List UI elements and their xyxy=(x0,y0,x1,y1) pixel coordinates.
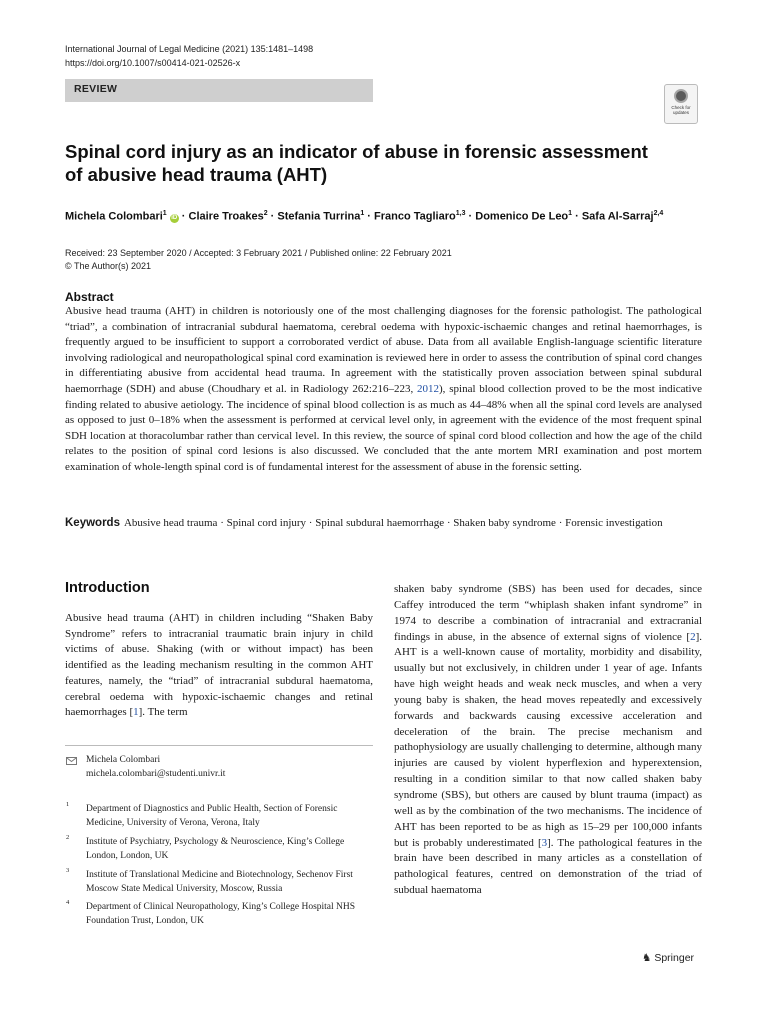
author-name[interactable]: Safa Al-Sarraj xyxy=(581,210,654,223)
doi-link[interactable]: https://doi.org/10.1007/s00414-021-02526-x xyxy=(65,58,241,68)
abstract-part: Abusive head trauma (AHT) in children is notoriously one of the most challenging diagnoses for the forensic pathologist. The pathological “triad”, a combination of intracranial subdural haematoma, cerebral oedema with hypoxic-ischaemic changes and retinal haemorrhages, is frequently argued to be insufficient to support a corroborated verdict of abuse. Data from all available English-language scientific literature involving radiological and neuropathological spinal cord examination is reviewed here in order to assess the contribution of spinal cord changes in differentiating abusive from accidental head trauma. In agreement with the statistically proven association between spinal subdural haemorrhage (SDH) and abuse (Choudhary et al. in Radiology 262:216–223, xyxy=(65,305,702,395)
abstract-part: ), spinal blood collection proved to be the most indicative finding related to abusive aetiology. The incidence of spinal blood collection is as much as 44–48% when all the spinal cord levels are analysed as opposed to just 0–18% when the assessment is performed at cervical level only, in agreement with the evidence of the most frequent spinal SDH location at thoracolumbar rather than cervical level. In this review, the source of spinal cord blood collection and how the age of the child relates to the position of spinal cord lesions is also discussed. We concluded that the ante mortem MRI examination and post mortem examination of whole-length spinal cord is of fundamental interest for the assessment of abuse in the forensic setting. xyxy=(65,382,702,473)
introduction-heading: Introduction xyxy=(65,580,150,596)
corresponding-email[interactable]: michela.colombari@studenti.univr.it xyxy=(86,769,226,779)
author-affiliation: 1 xyxy=(360,210,365,217)
affiliation-number: 2 xyxy=(66,834,70,841)
keyword: Spinal subdural haemorrhage xyxy=(315,517,445,529)
section-label: REVIEW xyxy=(74,83,118,95)
author-list: Michela Colombari$^1$ iD · Claire Troakes$^2$ · Stefania Turrina$^1$ · Franco Tagliaro$^{1,3}$ · Domenico De Leo$^1$ · Safa Al-Sarraj$^{2,4}$ xyxy=(65,210,664,223)
intro-text: ]. The pathological features in the brain have been described in many articles as a constellation of pathological features, centred on demonstration of the triad of subdual haematoma xyxy=(394,836,702,897)
abstract-heading: Abstract xyxy=(65,290,114,304)
received-date: Received: 23 September 2020 xyxy=(65,248,187,258)
envelope-icon xyxy=(66,757,77,765)
intro-text: ]. AHT is a well-known cause of mortality, morbidity and disability, usually but not exclusively, in children under 1 year of age. Infants have high weight heads and weak neck muscles, and when a very young baby is shaken, the head moves repeatedly and excessively forwards and backwards causing excessive acceleration and deceleration of the brain. The precise mechanism and pathophysiology are usually challenging to determine, although many injuries are caused by violent hyperflexion and hyperextension, resulting in a condition similar to that now called shaken baby syndrome (SBS), but others are caused by blunt trauma (impact) as well as by the combination of the two mechanisms. The incidence of AHT has been reported to be as high as 15–29 per 100,000 infants but is probably underestimated [ xyxy=(394,630,702,849)
affiliation-text: Department of Clinical Neuropathology, King’s College Hospital NHS Foundation Trust, London, UK xyxy=(86,902,356,926)
journal-citation: International Journal of Legal Medicine (2021) 135:1481–1498 xyxy=(65,44,314,54)
affiliation-text: Institute of Psychiatry, Psychology & Neuroscience, King’s College London, London, UK xyxy=(86,837,345,861)
article-title: Spinal cord injury as an indicator of abuse in forensic assessment of abusive head trauma (AHT) xyxy=(65,141,648,185)
orcid-icon[interactable]: iD xyxy=(171,214,178,221)
badge-label: Check for updates xyxy=(671,105,691,115)
keyword: Spinal cord injury xyxy=(226,517,307,529)
citation-link[interactable]: 3 xyxy=(541,836,548,849)
author-affiliation: 2,4 xyxy=(653,210,664,217)
author-name[interactable]: Stefania Turrina xyxy=(277,210,361,223)
keywords: Keywords Abusive head trauma · Spinal cord injury · Spinal subdural haemorrhage · Shaken baby syndrome · Forensic investigation xyxy=(65,517,663,529)
intro-text: Abusive head trauma (AHT) in children including “Shaken Baby Syndrome” refers to intracranial traumatic brain injury in child victims of abuse. Shaking (with or without impact) has been identified as the leading mechanism resulting in the common AHT features, namely, the “triad” of intracranial subdural haematoma, cerebral oedema with hypoxic-ischaemic changes and retinal haemorrhages [ xyxy=(65,612,373,719)
introduction-left-column xyxy=(65,611,373,721)
publisher-name: Springer xyxy=(654,952,695,964)
accepted-date: Accepted: 3 February 2021 xyxy=(193,248,303,258)
author-name[interactable]: Michela Colombari xyxy=(65,210,163,223)
affiliation-number: 4 xyxy=(66,899,70,906)
author-name[interactable]: Franco Tagliaro xyxy=(374,210,456,223)
copyright-notice: © The Author(s) 2021 xyxy=(65,261,152,271)
footnote-divider xyxy=(65,745,373,746)
citation-link[interactable]: 2 xyxy=(690,630,696,643)
check-for-updates-badge[interactable] xyxy=(664,84,698,124)
keyword: Forensic investigation xyxy=(565,517,663,529)
author-affiliation: 1,3 xyxy=(455,210,466,217)
publisher-logo xyxy=(642,952,694,964)
affiliation-text: Department of Diagnostics and Public Health, Section of Forensic Medicine, University of Verona, Verona, Italy xyxy=(86,804,338,828)
keyword: Abusive head trauma xyxy=(123,517,218,529)
keywords-label: Keywords xyxy=(65,517,120,529)
published-date: Published online: 22 February 2021 xyxy=(309,248,452,258)
springer-horse-icon: ♞ xyxy=(642,952,652,964)
journal-header xyxy=(65,42,313,70)
citation-link[interactable]: 1 xyxy=(133,706,139,719)
citation-link[interactable]: 2012 xyxy=(417,382,440,395)
intro-text: ]. The term xyxy=(138,706,188,719)
abstract-text xyxy=(65,304,702,476)
keyword: Shaken baby syndrome xyxy=(453,517,556,529)
author-affiliation: 1 xyxy=(162,210,167,217)
intro-text: shaken baby syndrome (SBS) has been used for decades, since Caffey introduced the term “whiplash shaken infant syndrome” in 1974 to describe a combination of intracranial and extracranial findings in abuse, in the absence of external signs of violence [ xyxy=(394,583,702,643)
author-affiliation: 2 xyxy=(263,210,268,217)
author-name[interactable]: Claire Troakes xyxy=(188,210,264,223)
author-name[interactable]: Domenico De Leo xyxy=(475,210,569,223)
affiliation-number: 3 xyxy=(66,867,70,874)
introduction-right-column xyxy=(394,582,702,899)
corresponding-author: Michela Colombari xyxy=(86,755,161,765)
author-affiliation: 1 xyxy=(568,210,573,217)
article-dates: Received: 23 September 2020 / Accepted: 3 February 2021 / Published online: 22 February 2021 © The Author(s) 2021 xyxy=(65,248,452,271)
affiliation-text: Institute of Translational Medicine and Biotechnology, Sechenov First Moscow State Medical University, Moscow, Russia xyxy=(86,870,353,894)
affiliation-number: 1 xyxy=(66,801,70,808)
update-check-icon xyxy=(674,89,688,103)
